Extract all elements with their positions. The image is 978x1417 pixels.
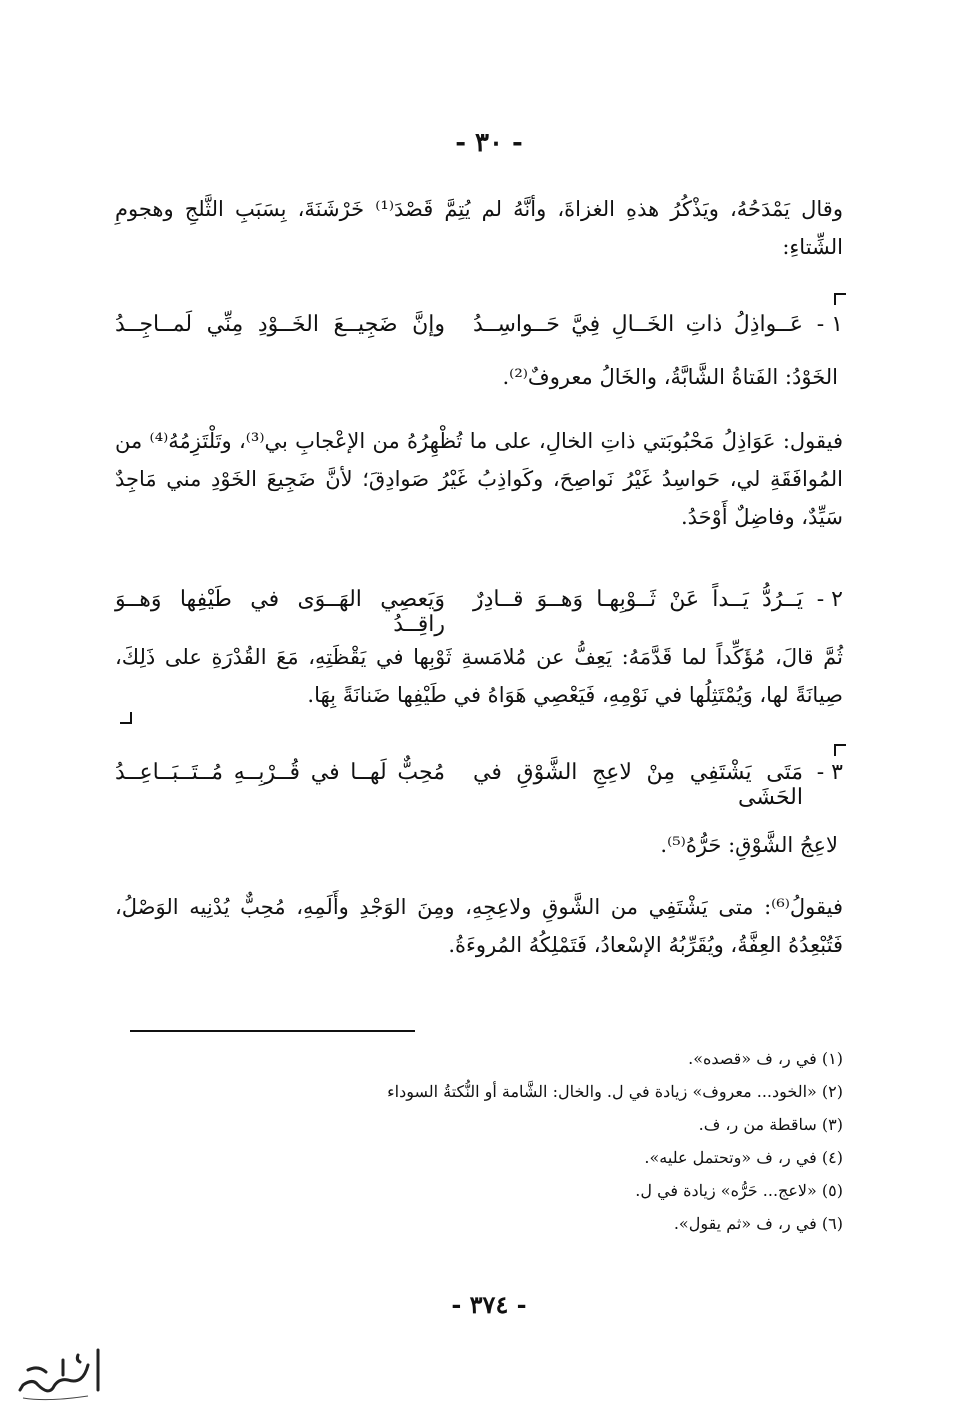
verse-number: ٢ - [816,587,843,612]
verse-second-hemistich: وَيَعصِي الهَــوَى في طَيْفِها وَهــوَ راقِــدُ [115,587,445,637]
verse-number: ٣ - [816,760,843,785]
verse-second-hemistich: وإنَّ ضَجِيــعَ الخَــوْدِ مِنِّي لَمــاجِــدُ [115,312,445,337]
verse-commentary: فيقول: عَوَاذِلُ مَحْبُوبَتي ذاتِ الخالِ، على ما تُظْهِرُهُ من الإعْجابِ بي⁽³⁾، وتَلْتَزِمُهُ⁽⁴⁾ من المُوافَقَةِ لي، حَواسِدُ غَيْرُ نَواصِحَ، وكَواذِبُ غَيْرُ صَوادِقَ؛ لأنَّ ضَجِيعَ الخَوْدِ مني مَاجِدٌ سَيِّدٌ، وفاضِلٌ أَوْحَدُ. [115,429,844,529]
section-bracket-bottom [120,712,132,724]
verse-2 [115,587,843,637]
verse-first-hemistich: يَــرُدُّ يَــداً عَنْ ثَــوْبِهـا وَهــوَ قــادِرٌ [473,587,803,612]
footnotes [130,1042,843,1240]
verse-first-hemistich: عَــواذِلُ ذاتِ الخَــالِ فِيَّ حَــواسِــدُ [473,312,803,337]
verse-number: ١ - [816,312,843,337]
section-bracket-top [834,744,846,756]
verse-commentary: فيقولُ⁽⁶⁾: متى يَشْتَفِي من الشَّوقِ ولاعِجِهِ، ومِنَ الوَجْدِ وأَلَمِهِ، مُحِبٌّ يُدْنِيه الوَصْلُ، فَتُبْعِدُهُ العِفَّةُ، ويُقَرِّبُهُ الإسْعادُ، فَتَمْلِكُهُ المُروءَةُ. [115,895,843,957]
poem-number-header: - ٣٠ - [455,128,523,158]
section-bracket-top [834,293,846,305]
footnote: (٢) «الخود... معروف» زيادة في ل. والخال: الشَّامة أو النُّكتةُ السوداء [387,1082,843,1101]
verse-commentary: ثُمَّ قالَ، مُؤَكِّداً لما قَدَّمَهُ: يَعِفُّ عن مُلامَسةِ ثَوْبِها في يَقْظَتِهِ، مَعَ القُدْرَةِ على ذَلِكَ، صِيانَةً لها، وَيُمْتَثِلُها في نَوْمِهِ، فَيَعْصِي هَوَاهُ في طَيْفِها ضَنانَةً بِهَا. [115,645,843,707]
footnote: (٦) في ر، ف «ثم يقول». [673,1214,843,1233]
verse-second-hemistich: مُحِبٌّ لَهــا في قُــرْبِــهِ مُــتَــبَــاعِــدُ [115,760,445,785]
verse-1 [115,312,843,352]
publisher-logo [8,1340,108,1410]
verse-3 [115,760,843,810]
footnote: (٤) في ر، ف «وتحتمل عليه». [644,1148,843,1167]
footnote: (١) في ر، ف «قصده». [688,1049,843,1068]
verse-first-hemistich: مَتَى يَشْتَفِي مِنْ لاعِجِ الشَّوْقِ في الحَشَى [473,760,803,810]
intro-paragraph: وقال يَمْدَحُهُ، ويَذْكُرُ هذهِ الغزاةَ، وأنَّهُ لم يُتِمَّ قَصْدَ⁽¹⁾ خَرْشَنَةَ، بِسَبَبِ الثَّلجِ وهجومِ الشِّتاءِ: [115,197,843,259]
page-number: - ٣٧٤ - [451,1290,527,1319]
footnote-separator [130,1030,415,1032]
footnote: (٣) ساقطة من ر، ف. [698,1115,843,1134]
verse-gloss: الخَوْدُ: الفَتاةُ الشَّابَّةُ، والخَالُ معروفٌ⁽²⁾. [502,365,838,389]
footnote: (٥) «لاعج... حَرُّه» زيادة في ل. [635,1181,843,1200]
verse-gloss: لاعِجُ الشَّوْقِ: حَرُّهُ⁽⁵⁾. [660,833,838,857]
